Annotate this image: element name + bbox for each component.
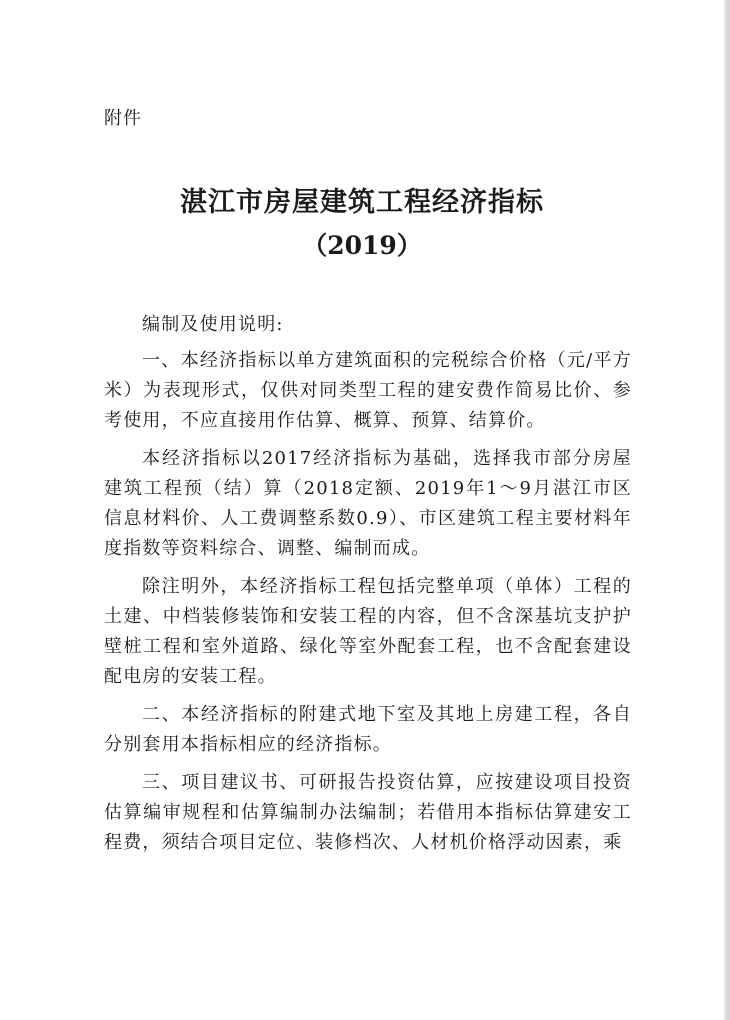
- paragraph-5: 三、项目建议书、可研报告投资估算，应按建设项目投资估算编审规程和估算编制办法编制；若借用本指标估算建安工程费，须结合项目定位、装修档次、人材机价格浮动因素，乘: [104, 772, 632, 853]
- paragraph-1: 一、本经济指标以单方建筑面积的完税综合价格（元/平方米）为表现形式，仅供对同类型工程的建安费作简易比价、参考使用，不应直接用作估算、概算、预算、结算价。: [104, 350, 632, 431]
- document-year: （2019）: [302, 231, 422, 260]
- paragraph-3: 除注明外，本经济指标工程包括完整单项（单体）工程的土建、中档装修装饰和安装工程的内容，但不含深基坑支护护壁桩工程和室外道路、绿化等室外配套工程，也不含配套建设配电房的安装工程。: [104, 576, 632, 687]
- attachment-label: 附件: [104, 108, 142, 129]
- paragraph-2: 本经济指标以2017经济指标为基础，选择我市部分房屋建筑工程预（结）算（2018定额、2019年1～9月湛江市区信息材料价、人工费调整系数0.9）、市区建筑工程主要材料年度指数等资料综合、调整、编制而成。: [104, 448, 632, 559]
- document-title: 湛江市房屋建筑工程经济指标: [180, 187, 544, 218]
- scan-edge-shadow: [724, 0, 730, 1020]
- document-body: [104, 310, 632, 866]
- paragraph-4: 二、本经济指标的附建式地下室及其地上房建工程，各自分别套用本指标相应的经济指标。: [104, 704, 632, 755]
- section-heading: 编制及使用说明:: [142, 314, 284, 335]
